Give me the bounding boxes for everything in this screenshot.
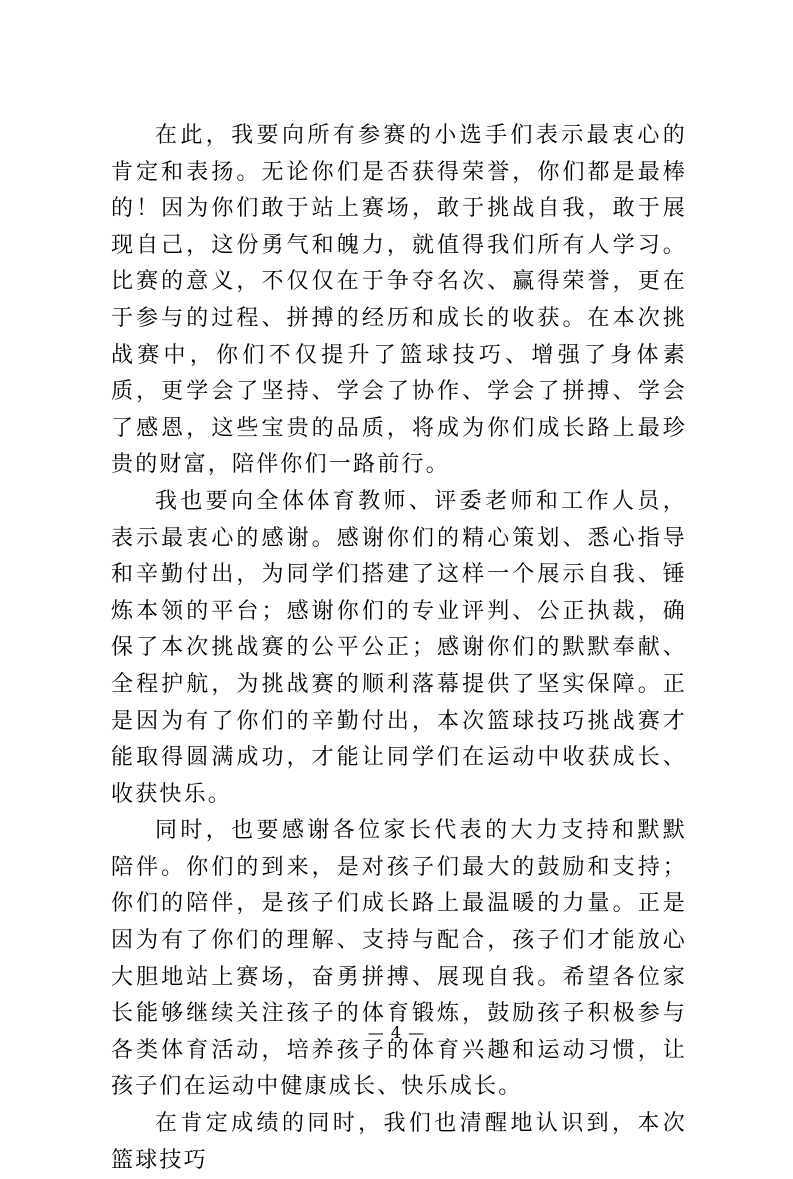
paragraph-2: 我也要向全体体育教师、评委老师和工作人员，表示最衷心的感谢。感谢你们的精心策划、悉心指导和辛勤付出，为同学们搭建了这样一个展示自我、锤炼本领的平台；感谢你们的专业评判、公正执裁，确保了本次挑战赛的公平公正；感谢你们的默默奉献、全程护航，为挑战赛的顺利落幕提供了坚实保障。正是因为有了你们的辛勤付出，本次篮球技巧挑战赛才能取得圆满成功，才能让同学们在运动中收获成长、收获快乐。	[111, 488, 687, 807]
body-text	[111, 118, 687, 1179]
paragraph-3: 同时，也要感谢各位家长代表的大力支持和默默陪伴。你们的到来，是对孩子们最大的鼓励和支持；你们的陪伴，是孩子们成长路上最温暖的力量。正是因为有了你们的理解、支持与配合，孩子们才能放心大胆地站上赛场，奋勇拼搏、展现自我。希望各位家长能够继续关注孩子的体育锻炼，鼓励孩子积极参与各类体育活动，培养孩子的体育兴趣和运动习惯，让孩子们在运动中健康成长、快乐成长。	[111, 818, 687, 1100]
page-number: — 4 —	[367, 1023, 426, 1042]
paragraph-4: 在肯定成绩的同时，我们也清醒地认识到，本次篮球技巧	[111, 1111, 687, 1173]
paragraph-1: 在此，我要向所有参赛的小选手们表示最衷心的肯定和表扬。无论你们是否获得荣誉，你们都是最棒的！因为你们敢于站上赛场，敢于挑战自我，敢于展现自己，这份勇气和魄力，就值得我们所有人学习。比赛的意义，不仅仅在于争夺名次、赢得荣誉，更在于参与的过程、拼搏的经历和成长的收获。在本次挑战赛中，你们不仅提升了篮球技巧、增强了身体素质，更学会了坚持、学会了协作、学会了拼搏、学会了感恩，这些宝贵的品质，将成为你们成长路上最珍贵的财富，陪伴你们一路前行。	[111, 123, 687, 478]
